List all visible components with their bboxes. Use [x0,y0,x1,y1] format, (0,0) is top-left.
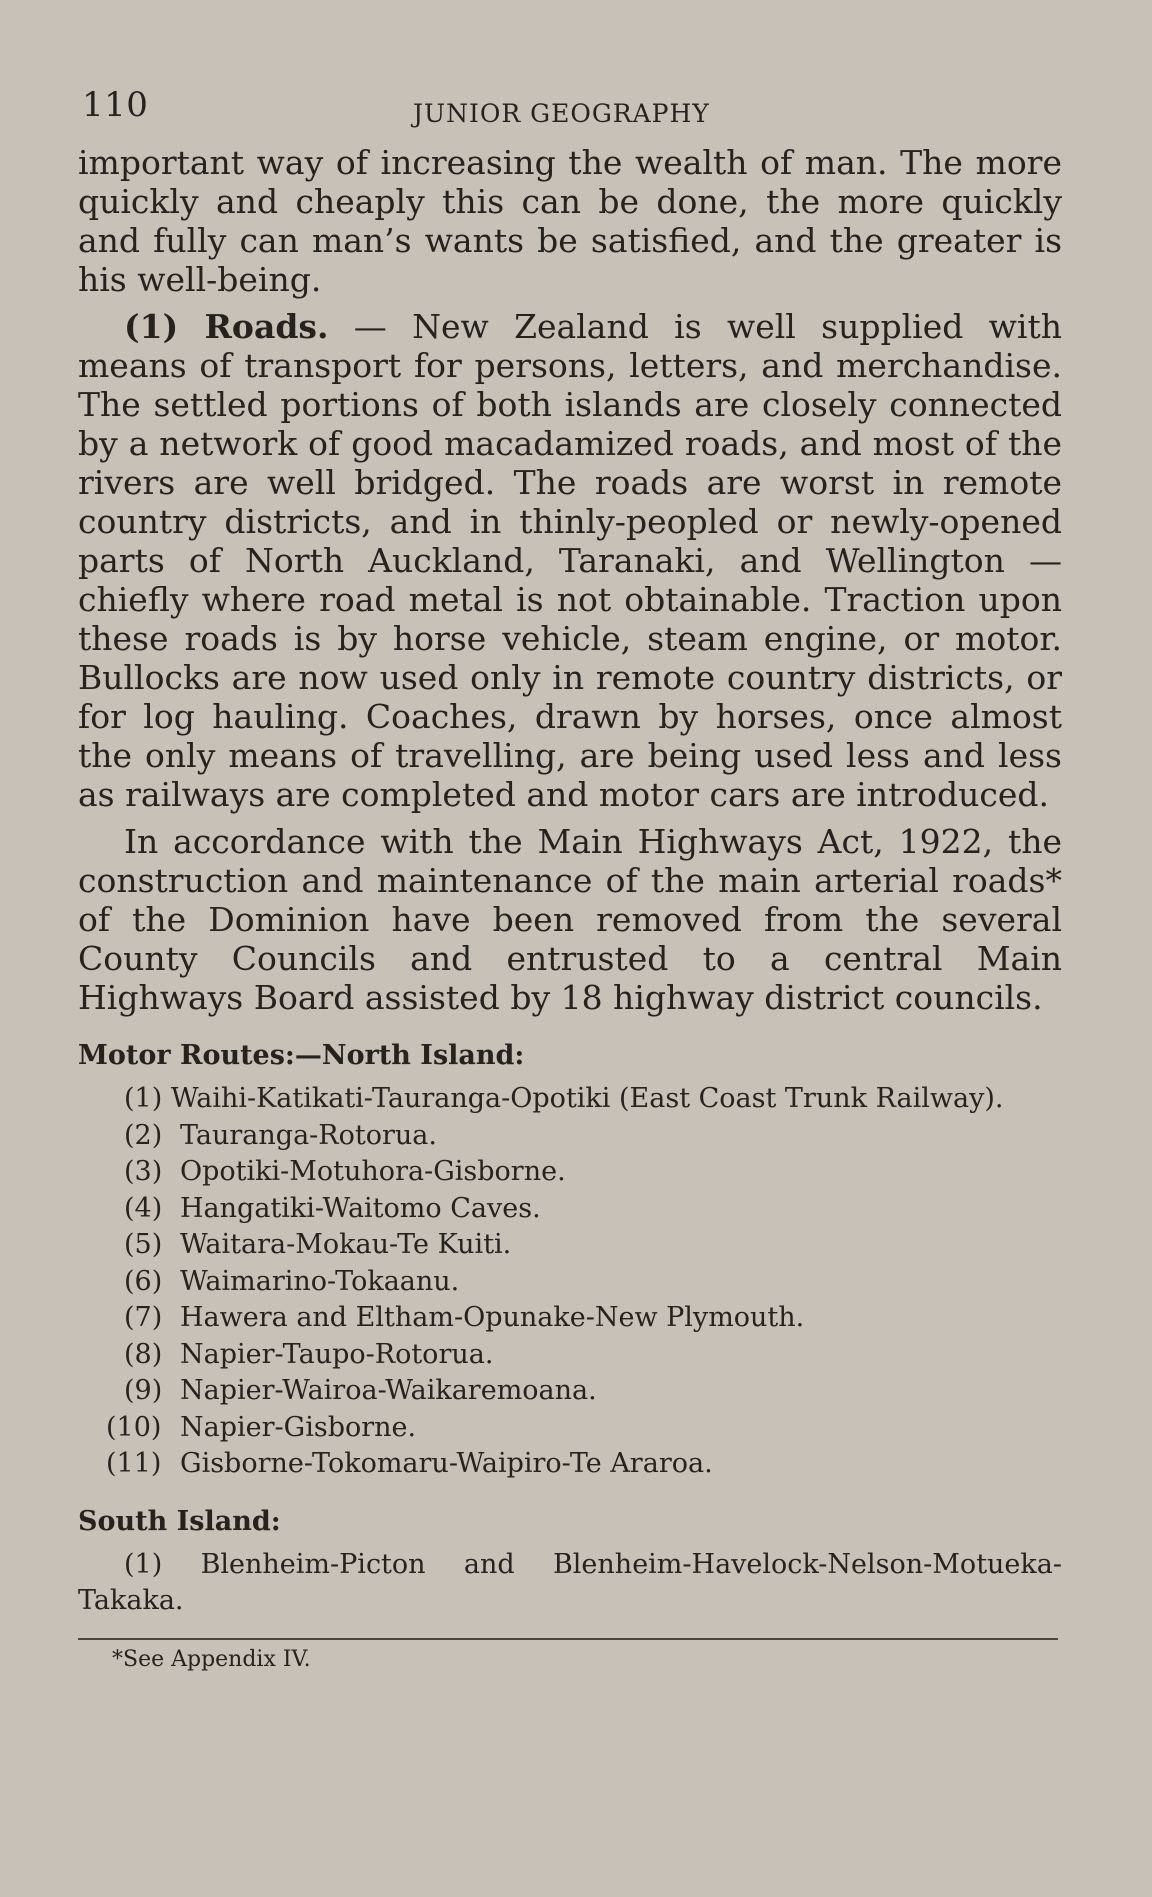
route-number: (5) [124,1229,163,1260]
opening-paragraph: important way of increasing the wealth of man. The more quickly and cheaply this can be done, the more quickly and fully can man’s wants be satisfied, and the greater is his well-being. [78,143,1062,299]
roads-text: — New Zealand is well supplied with means of transport for persons, letters, and merchandise. The settled portions of both islands are closely connected by a network of good macadamized roads, and most of the rivers are well bridged. The roads are worst in remote country districts, and in thinly-peopled or newly-opened parts of North Auckland, Taranaki, and Wellington — chiefly where road metal is not obtainable. Traction upon these roads is by horse vehicle, steam engine, or motor. Bullocks are now used only in remote country districts, or for log hauling. Coaches, drawn by horses, once almost the only means of travelling, are being used less and less as railways are completed and motor cars are introduced. [78,307,1062,814]
route-item [78,1227,1062,1264]
route-item [78,1154,1062,1191]
main-text [78,143,1062,1017]
north-island-routes [78,1081,1062,1483]
page-number: 110 [82,85,149,125]
route-name: Tauranga-Rotorua. [180,1119,437,1151]
roads-paragraph [78,307,1062,814]
footnote-divider [78,1638,1058,1640]
route-name: Gisborne-Tokomaru-Waipiro-Te Araroa. [180,1448,713,1479]
route-name: Waitara-Mokau-Te Kuiti. [180,1229,512,1260]
route-item: (1) Waihi-Katikati-Tauranga-Opotiki (East Coast Trunk Railway). [124,1083,1004,1114]
route-name: Napier-Wairoa-Waikaremoana. [180,1375,597,1406]
route-name: Opotiki-Motuhora-Gisborne. [180,1156,566,1187]
south-island-routes [78,1547,1062,1620]
route-item [78,1446,1062,1483]
route-name: Hangatiki-Waitomo Caves. [180,1192,541,1224]
north-island-heading: Motor Routes:—North Island: [78,1040,525,1071]
footnote: *See Appendix IV. [112,1646,311,1672]
route-number: (11) [106,1448,162,1479]
route-name: Napier-Gisborne. [180,1411,417,1443]
route-name: Waimarino-Tokaanu. [180,1265,460,1297]
running-head: JUNIOR GEOGRAPHY [413,99,710,128]
route-number: (2) [124,1119,163,1151]
route-item [78,1373,1062,1410]
route-number: (6) [124,1265,163,1297]
route-item: (1) Blenheim-Picton and Blenheim-Havelock-Nelson-Motueka-Takaka. [78,1548,1062,1616]
route-number: (3) [124,1156,163,1187]
highways-paragraph: In accordance with the Main Highways Act, 1922, the construction and maintenance of the main arterial roads* of the Dominion have been removed from the several County Councils and entrusted to a central Main Highways Board assisted by 18 highway district councils. [78,822,1062,1017]
route-item [78,1191,1062,1228]
route-name: Napier-Taupo-Rotorua. [180,1338,494,1370]
route-name: Hawera and Eltham-Opunake-New Plymouth. [180,1302,805,1333]
route-number: (4) [124,1192,163,1224]
route-item [78,1300,1062,1337]
south-island-heading: South Island: [78,1505,281,1537]
route-item [78,1337,1062,1374]
route-number: (9) [124,1375,163,1406]
route-number: (10) [106,1411,162,1443]
route-item [78,1264,1062,1301]
route-item [78,1118,1062,1155]
route-number: (8) [124,1338,163,1370]
route-number: (7) [124,1302,163,1333]
roads-heading: (1) Roads. [124,307,329,346]
route-item [78,1410,1062,1447]
page-header [78,85,1062,143]
